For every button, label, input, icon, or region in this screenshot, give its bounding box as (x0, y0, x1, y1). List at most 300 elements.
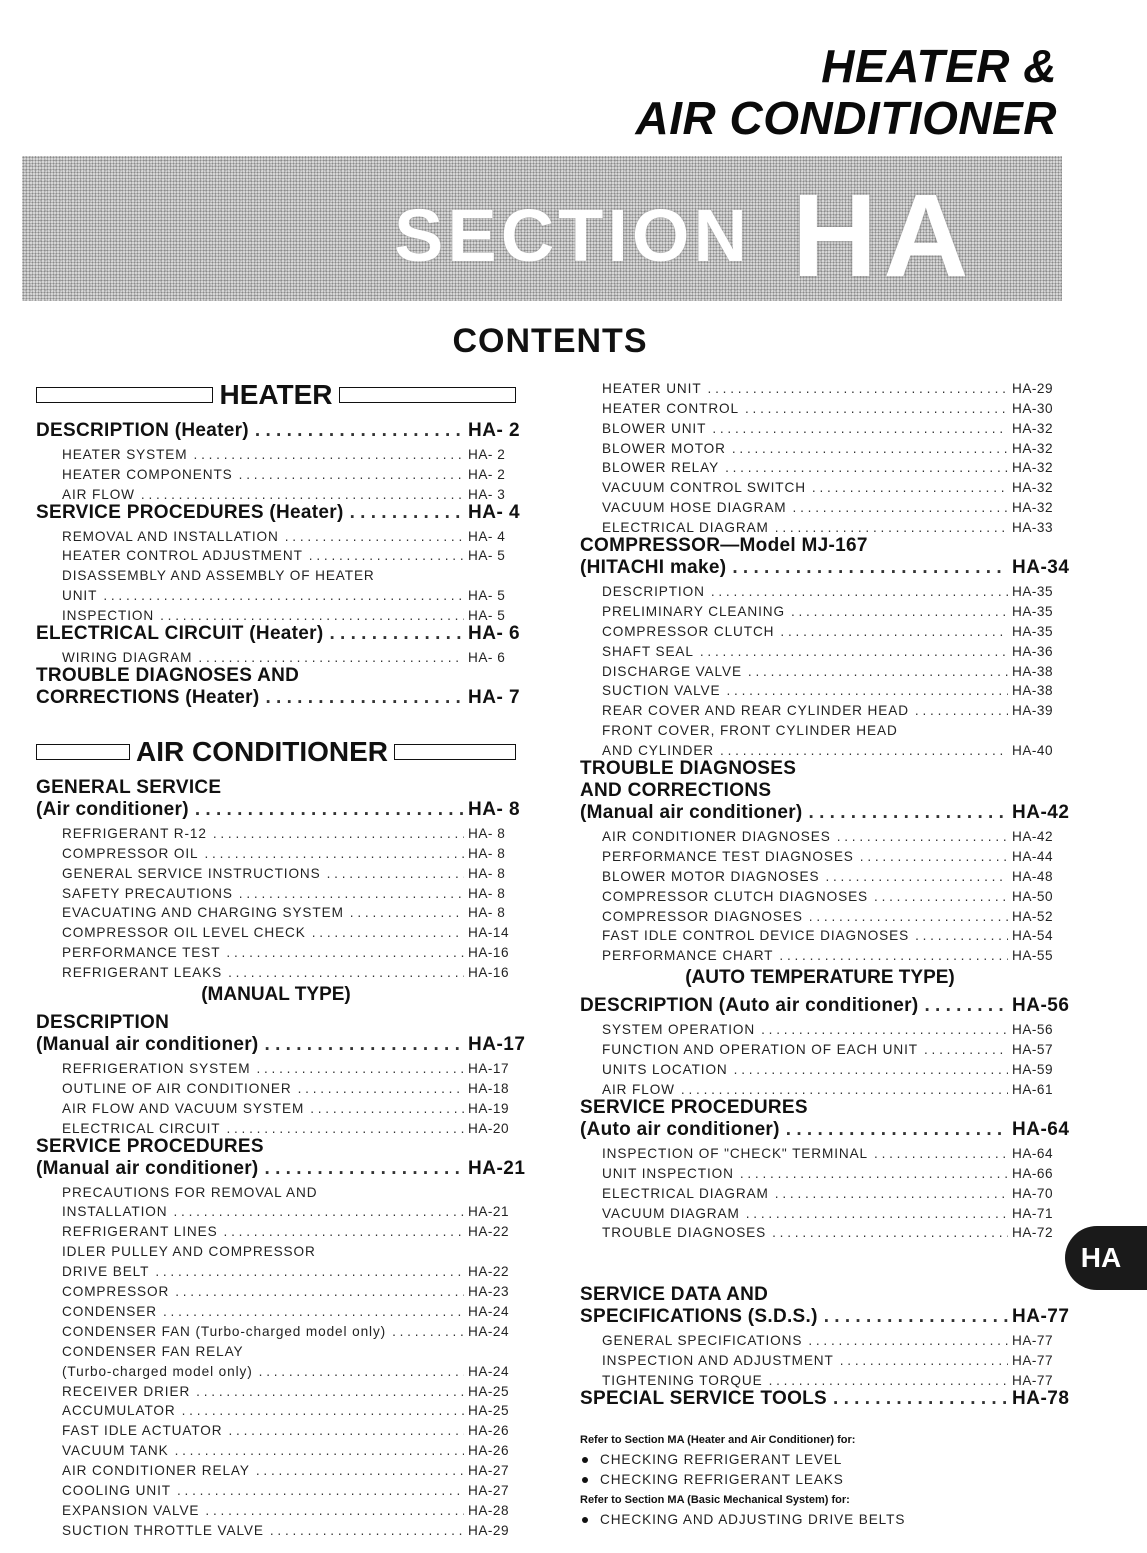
toc-entry-page: HA-38 (1012, 683, 1054, 699)
leader-dots (239, 886, 464, 901)
toc-entry-page: HA-59 (1012, 1062, 1054, 1078)
leader-dots (226, 1121, 464, 1136)
banner-section-code: HA (792, 170, 975, 301)
toc-entry-page: HA-21 (468, 1204, 510, 1220)
leader-dots (681, 1082, 1008, 1097)
leader-dots (809, 802, 1008, 824)
toc-entry[interactable] (580, 535, 1060, 557)
leader-dots (732, 441, 1008, 456)
leader-dots (265, 687, 464, 709)
leader-dots (194, 447, 464, 462)
toc-entry-page: HA-24 (468, 1363, 510, 1379)
toc-entry[interactable] (580, 1017, 1060, 1037)
leader-dots (915, 928, 1008, 943)
toc-entry-page: HA-39 (1012, 703, 1054, 719)
toc-entry[interactable] (580, 995, 1070, 1017)
toc-entry[interactable] (36, 821, 516, 841)
toc-entry-label: EVACUATING AND CHARGING SYSTEM (62, 905, 344, 921)
toc-entry[interactable] (36, 960, 516, 980)
leader-dots (812, 480, 1008, 495)
toc-entry-label: SERVICE PROCEDURES (580, 1096, 808, 1118)
leader-dots (195, 799, 464, 821)
leader-dots (213, 826, 464, 841)
toc-entry[interactable] (36, 1498, 516, 1518)
toc-entry-label: PRECAUTIONS FOR REMOVAL AND (62, 1184, 318, 1200)
toc-entry[interactable] (36, 901, 516, 921)
banner-section-word: SECTION (394, 194, 751, 277)
toc-entry[interactable] (580, 844, 1060, 864)
toc-entry-page: HA-22 (468, 1224, 510, 1240)
toc-entry[interactable] (580, 924, 1060, 944)
leader-dots (175, 1443, 464, 1458)
leader-dots (298, 1081, 464, 1096)
toc-entry-label: UNIT INSPECTION (602, 1165, 734, 1181)
toc-entry[interactable] (36, 1279, 516, 1299)
toc-entry-page: HA-78 (1012, 1388, 1070, 1410)
toc-entry-label: CONDENSER FAN (Turbo-charged model only) (62, 1323, 387, 1339)
toc-entry-page: HA-17 (468, 1061, 510, 1077)
leader-dots (204, 846, 464, 861)
toc-entry[interactable] (580, 1221, 1060, 1241)
toc-entry[interactable] (36, 544, 516, 564)
toc-entry[interactable] (36, 881, 516, 901)
toc-entry[interactable] (36, 1116, 516, 1136)
toc-entry[interactable] (580, 557, 1070, 579)
toc-entry-label: HEATER SYSTEM (62, 446, 188, 462)
toc-entry-label: UNITS LOCATION (602, 1062, 728, 1078)
toc-entry-page: HA-34 (1012, 557, 1070, 579)
bullet-item (580, 1450, 1060, 1470)
toc-entry[interactable] (36, 1180, 516, 1200)
toc-entry-page: HA-64 (1012, 1145, 1054, 1161)
toc-entry[interactable] (36, 1339, 516, 1359)
toc-entry-page: HA-32 (1012, 420, 1054, 436)
section-tab[interactable] (1065, 1226, 1147, 1290)
leader-dots (175, 1284, 464, 1299)
toc-entry-page: HA-32 (1012, 440, 1054, 456)
toc-entry[interactable] (580, 376, 1060, 396)
toc-entry[interactable] (580, 1057, 1060, 1077)
toc-entry[interactable] (36, 1319, 516, 1339)
toc-entry-page: HA-23 (468, 1284, 510, 1300)
leader-dots (103, 588, 464, 603)
header-rule-left (36, 744, 130, 760)
toc-entry-label: REFRIGERATION SYSTEM (62, 1061, 251, 1077)
toc-entry[interactable] (580, 824, 1060, 844)
toc-entry-label: DESCRIPTION (Auto air conditioner) (580, 995, 919, 1017)
toc-entry-label: AIR CONDITIONER DIAGNOSES (602, 829, 831, 845)
toc-entry-page: HA- 2 (468, 446, 506, 462)
toc-entry-label: (HITACHI make) (580, 557, 727, 579)
toc-entry-label: CORRECTIONS (Heater) (36, 687, 260, 709)
toc-entry-label: COMPRESSOR OIL LEVEL CHECK (62, 925, 306, 941)
toc-entry-page: HA- 7 (468, 687, 521, 709)
toc-entry-label: AIR CONDITIONER RELAY (62, 1463, 250, 1479)
toc-entry[interactable] (580, 659, 1060, 679)
leader-dots (915, 703, 1008, 718)
toc-entry-label: WIRING DIAGRAM (62, 650, 193, 666)
toc-entry-page: HA-64 (1012, 1118, 1070, 1140)
toc-entry-label: ELECTRICAL DIAGRAM (602, 520, 769, 536)
leader-dots (177, 1483, 464, 1498)
leader-dots (786, 1119, 1008, 1141)
toc-entry[interactable] (36, 583, 516, 603)
page-title (636, 40, 1058, 144)
toc-entry-page: HA-19 (468, 1100, 510, 1116)
toc-entry-label: FAST IDLE CONTROL DEVICE DIAGNOSES (602, 928, 910, 944)
toc-entry-label: COMPRESSOR—Model MJ-167 (580, 535, 868, 557)
toc-entry[interactable] (36, 687, 521, 709)
toc-entry[interactable] (580, 1118, 1070, 1141)
toc-entry[interactable] (580, 436, 1060, 456)
toc-entry[interactable] (580, 679, 1060, 699)
toc-entry-label: EXPANSION VALVE (62, 1502, 200, 1518)
toc-entry[interactable] (36, 1096, 516, 1116)
toc-entry[interactable] (580, 1368, 1060, 1388)
toc-entry[interactable] (580, 1181, 1060, 1201)
toc-entry[interactable] (580, 1201, 1060, 1221)
toc-entry-label: ELECTRICAL DIAGRAM (602, 1185, 769, 1201)
section-banner (22, 156, 1062, 301)
refer-note-1: Refer to Section MA (Heater and Air Conditioner) for: (580, 1434, 856, 1447)
toc-entry[interactable] (36, 940, 516, 960)
leader-dots (874, 889, 1008, 904)
toc-entry[interactable] (580, 738, 1060, 758)
toc-entry-label: SERVICE PROCEDURES (36, 1135, 264, 1157)
leader-dots (748, 664, 1008, 679)
toc-entry[interactable] (36, 861, 516, 881)
leader-dots (205, 1503, 464, 1518)
leader-dots (780, 624, 1008, 639)
leader-dots (840, 1353, 1008, 1368)
leader-dots (259, 1364, 464, 1379)
leader-dots (155, 1264, 464, 1279)
toc-entry-page: HA-26 (468, 1423, 510, 1439)
toc-entry-label: REFRIGERANT LINES (62, 1224, 218, 1240)
toc-entry[interactable] (36, 920, 516, 940)
toc-entry-label: DISASSEMBLY AND ASSEMBLY OF HEATER (62, 568, 375, 584)
toc-entry[interactable] (580, 780, 1060, 802)
toc-entry-page: HA- 8 (468, 799, 521, 821)
toc-entry-page: HA-36 (1012, 643, 1054, 659)
toc-entry[interactable] (36, 1200, 516, 1220)
toc-entry-page: HA- 5 (468, 608, 506, 624)
toc-entry-label: TIGHTENING TORQUE (602, 1373, 763, 1389)
toc-entry[interactable] (36, 1438, 516, 1458)
leader-dots (198, 650, 464, 665)
leader-dots (825, 869, 1008, 884)
leader-dots (874, 1146, 1008, 1161)
toc-entry-page: HA-56 (1012, 1022, 1054, 1038)
toc-entry[interactable] (36, 1012, 516, 1034)
toc-entry-label: INSPECTION OF "CHECK" TERMINAL (602, 1145, 869, 1161)
toc-entry-label: COMPRESSOR OIL (62, 845, 199, 861)
toc-entry-page: HA-20 (468, 1120, 510, 1136)
toc-entry[interactable] (36, 1478, 516, 1498)
toc-entry[interactable] (580, 758, 1060, 780)
toc-entry[interactable] (580, 1077, 1060, 1097)
right-toc-list-c (580, 1284, 1070, 1410)
toc-entry[interactable] (36, 623, 521, 645)
toc-entry-page: HA-27 (468, 1482, 510, 1498)
right-toc-list-a (580, 376, 1070, 964)
leader-dots (824, 1306, 1008, 1328)
leader-dots (809, 909, 1008, 924)
toc-entry-label: COMPRESSOR (62, 1284, 170, 1300)
toc-entry-page: HA- 4 (468, 528, 506, 544)
bullet-text: CHECKING REFRIGERANT LEAKS (600, 1472, 844, 1488)
leader-dots (734, 1062, 1008, 1077)
toc-entry-page: HA-25 (468, 1403, 510, 1419)
leader-dots (256, 1061, 464, 1076)
toc-entry-page: HA-21 (468, 1157, 526, 1179)
leader-dots (793, 500, 1008, 515)
toc-entry-label: (Manual air conditioner) (36, 1034, 259, 1056)
toc-entry[interactable] (580, 579, 1060, 599)
toc-entry[interactable] (36, 841, 516, 861)
leader-dots (160, 608, 464, 623)
toc-entry-label: AND CORRECTIONS (580, 780, 772, 802)
manual-type-heading: (MANUAL TYPE) (201, 984, 351, 1006)
toc-entry[interactable] (36, 1518, 516, 1538)
toc-entry-label: HEATER CONTROL (602, 400, 739, 416)
toc-entry-label: FAST IDLE ACTUATOR (62, 1423, 223, 1439)
toc-entry[interactable] (580, 943, 1060, 963)
toc-entry-label: FRONT COVER, FRONT CYLINDER HEAD (602, 723, 898, 739)
heater-header-label: HEATER (219, 379, 333, 410)
toc-entry[interactable] (580, 639, 1060, 659)
toc-entry-page: HA-30 (1012, 400, 1054, 416)
toc-entry-label: SERVICE DATA AND (580, 1284, 769, 1306)
toc-entry[interactable] (36, 420, 521, 442)
toc-entry-label: ACCUMULATOR (62, 1403, 176, 1419)
leader-dots (808, 1333, 1008, 1348)
toc-entry-page: HA-38 (1012, 663, 1054, 679)
toc-entry[interactable] (580, 1328, 1060, 1348)
toc-entry[interactable] (580, 495, 1060, 515)
toc-entry[interactable] (36, 1056, 516, 1076)
toc-entry[interactable] (36, 482, 516, 502)
toc-entry[interactable] (580, 1284, 1060, 1306)
bullet-icon (582, 1457, 588, 1463)
toc-entry-label: GENERAL SPECIFICATIONS (602, 1333, 803, 1349)
toc-entry-label: AND CYLINDER (602, 743, 715, 759)
toc-entry-page: HA-27 (468, 1463, 510, 1479)
toc-entry-page: HA-77 (1012, 1373, 1054, 1389)
toc-entry[interactable] (36, 645, 516, 665)
toc-entry[interactable] (36, 1076, 516, 1096)
toc-entry-page: HA-42 (1012, 802, 1070, 824)
toc-entry-label: TROUBLE DIAGNOSES (580, 758, 797, 780)
toc-entry[interactable] (580, 599, 1060, 619)
toc-entry-label: (Turbo-charged model only) (62, 1363, 253, 1379)
toc-entry-label: HEATER UNIT (602, 380, 702, 396)
toc-entry[interactable] (580, 864, 1060, 884)
toc-entry-label: DESCRIPTION (Heater) (36, 420, 249, 441)
leader-dots (746, 1206, 1008, 1221)
toc-entry[interactable] (580, 396, 1060, 416)
toc-entry[interactable] (36, 442, 516, 462)
toc-entry[interactable] (36, 799, 521, 821)
toc-entry[interactable] (36, 1157, 526, 1180)
toc-entry[interactable] (580, 1097, 1060, 1119)
toc-entry-page: HA-77 (1012, 1306, 1070, 1328)
leader-dots (327, 866, 464, 881)
leader-dots (228, 1423, 464, 1438)
toc-entry-label: DISCHARGE VALVE (602, 663, 742, 679)
toc-entry[interactable] (36, 1219, 516, 1239)
toc-entry[interactable] (580, 416, 1060, 436)
header-rule-right (339, 387, 516, 403)
ac-header (36, 735, 516, 769)
toc-entry[interactable] (580, 1306, 1070, 1328)
toc-entry[interactable] (36, 1399, 516, 1419)
leader-dots (779, 948, 1008, 963)
leader-dots (196, 1384, 464, 1399)
title-line-2: AIR CONDITIONER (635, 92, 1057, 144)
toc-entry-label: (Auto air conditioner) (580, 1118, 780, 1140)
toc-entry-page: HA-57 (1012, 1042, 1054, 1058)
toc-entry-label: AIR FLOW (602, 1081, 675, 1097)
toc-entry-label: CONDENSER (62, 1303, 157, 1319)
toc-entry-label: REFRIGERANT LEAKS (62, 965, 223, 981)
toc-entry[interactable] (580, 718, 1060, 738)
toc-entry[interactable] (580, 456, 1060, 476)
toc-entry-page: HA- 2 (468, 420, 521, 441)
toc-entry[interactable] (580, 904, 1060, 924)
toc-entry[interactable] (36, 1458, 516, 1478)
leader-dots (228, 965, 464, 980)
toc-entry-label: COOLING UNIT (62, 1482, 171, 1498)
toc-entry[interactable] (36, 524, 516, 544)
right-column (580, 376, 1070, 1530)
toc-entry-label: RECEIVER DRIER (62, 1383, 191, 1399)
toc-entry-label: HEATER CONTROL ADJUSTMENT (62, 548, 303, 564)
toc-entry[interactable] (36, 501, 521, 524)
toc-entry-label: SPECIAL SERVICE TOOLS (580, 1388, 828, 1410)
toc-entry[interactable] (580, 1388, 1070, 1410)
leader-dots (924, 1042, 1008, 1057)
leader-dots (226, 945, 464, 960)
toc-entry[interactable] (36, 1034, 526, 1056)
leader-dots (924, 995, 1008, 1017)
toc-entry[interactable] (36, 1239, 516, 1259)
toc-entry[interactable] (36, 1299, 516, 1319)
toc-entry[interactable] (580, 884, 1060, 904)
toc-entry-page: HA-24 (468, 1323, 510, 1339)
toc-entry[interactable] (36, 1259, 516, 1279)
toc-entry[interactable] (580, 1141, 1060, 1161)
toc-entry-page: HA- 6 (468, 623, 521, 645)
toc-entry-label: CONDENSER FAN RELAY (62, 1343, 244, 1359)
toc-entry[interactable] (36, 1136, 516, 1158)
ac-toc-list (36, 777, 521, 981)
toc-entry-page: HA-72 (1012, 1225, 1054, 1241)
leader-dots (312, 925, 464, 940)
toc-entry-page: HA-29 (1012, 380, 1054, 396)
toc-entry-page: HA-16 (468, 945, 510, 961)
toc-entry[interactable] (580, 1037, 1060, 1057)
leader-dots (740, 1166, 1008, 1181)
leader-dots (726, 683, 1008, 698)
toc-entry-label: OUTLINE OF AIR CONDITIONER (62, 1080, 292, 1096)
toc-entry-page: HA-14 (468, 925, 510, 941)
leader-dots (255, 420, 464, 442)
toc-entry[interactable] (580, 515, 1060, 535)
toc-entry-label: ELECTRICAL CIRCUIT (62, 1120, 221, 1136)
toc-entry[interactable] (36, 1379, 516, 1399)
toc-entry-label: (Air conditioner) (36, 799, 189, 821)
refer-bullets-1 (580, 1450, 1060, 1490)
toc-entry-page: HA-71 (1012, 1205, 1054, 1221)
toc-entry-page: HA-17 (468, 1034, 526, 1056)
toc-entry[interactable] (36, 777, 516, 799)
leader-dots (860, 849, 1008, 864)
toc-entry[interactable] (580, 698, 1060, 718)
toc-entry-page: HA-32 (1012, 500, 1054, 516)
leader-dots (224, 1224, 464, 1239)
toc-entry-page: HA- 8 (468, 845, 506, 861)
toc-entry-label: VACUUM CONTROL SWITCH (602, 480, 806, 496)
toc-entry[interactable] (36, 603, 516, 623)
toc-entry-page: HA- 5 (468, 588, 506, 604)
toc-entry-page: HA-61 (1012, 1081, 1054, 1097)
toc-entry[interactable] (580, 802, 1070, 824)
header-rule-right (394, 744, 516, 760)
toc-entry-label: SUCTION VALVE (602, 683, 721, 699)
toc-entry-label: PERFORMANCE TEST (62, 945, 221, 961)
toc-entry[interactable] (36, 665, 516, 687)
toc-entry[interactable] (580, 1161, 1060, 1181)
toc-entry-label: AIR FLOW (62, 486, 135, 502)
toc-entry-label: COMPRESSOR DIAGNOSES (602, 908, 803, 924)
toc-entry[interactable] (36, 1359, 516, 1379)
toc-entry[interactable] (580, 1348, 1060, 1368)
leader-dots (163, 1304, 464, 1319)
toc-entry-label: PRELIMINARY CLEANING (602, 603, 785, 619)
toc-entry[interactable] (36, 1418, 516, 1438)
toc-entry-label: SPECIFICATIONS (S.D.S.) (580, 1306, 818, 1328)
toc-entry[interactable] (36, 563, 516, 583)
toc-entry-page: HA-18 (468, 1080, 510, 1096)
toc-entry-page: HA-26 (468, 1443, 510, 1459)
toc-entry-label: ELECTRICAL CIRCUIT (Heater) (36, 623, 324, 645)
heater-toc-list (36, 420, 521, 709)
toc-entry-page: HA-29 (468, 1522, 510, 1538)
leader-dots (350, 905, 464, 920)
toc-entry-page: HA-66 (1012, 1165, 1054, 1181)
toc-entry[interactable] (580, 475, 1060, 495)
toc-entry-label: TROUBLE DIAGNOSES AND (36, 665, 300, 687)
toc-entry-page: HA-32 (1012, 480, 1054, 496)
leader-dots (310, 1101, 464, 1116)
refer-bullets-2 (580, 1510, 1060, 1530)
toc-entry-page: HA- 6 (468, 650, 506, 666)
toc-entry-page: HA-35 (1012, 623, 1054, 639)
leader-dots (141, 487, 464, 502)
leader-dots (711, 584, 1008, 599)
toc-entry-page: HA-25 (468, 1383, 510, 1399)
leader-dots (720, 743, 1008, 758)
leader-dots (708, 381, 1008, 396)
toc-entry-page: HA-33 (1012, 520, 1054, 536)
toc-entry[interactable] (36, 462, 516, 482)
section-tab-label: HA (1080, 1242, 1122, 1273)
leader-dots (791, 604, 1008, 619)
leader-dots (769, 1373, 1008, 1388)
toc-entry[interactable] (580, 619, 1060, 639)
toc-entry-page: HA-48 (1012, 868, 1054, 884)
